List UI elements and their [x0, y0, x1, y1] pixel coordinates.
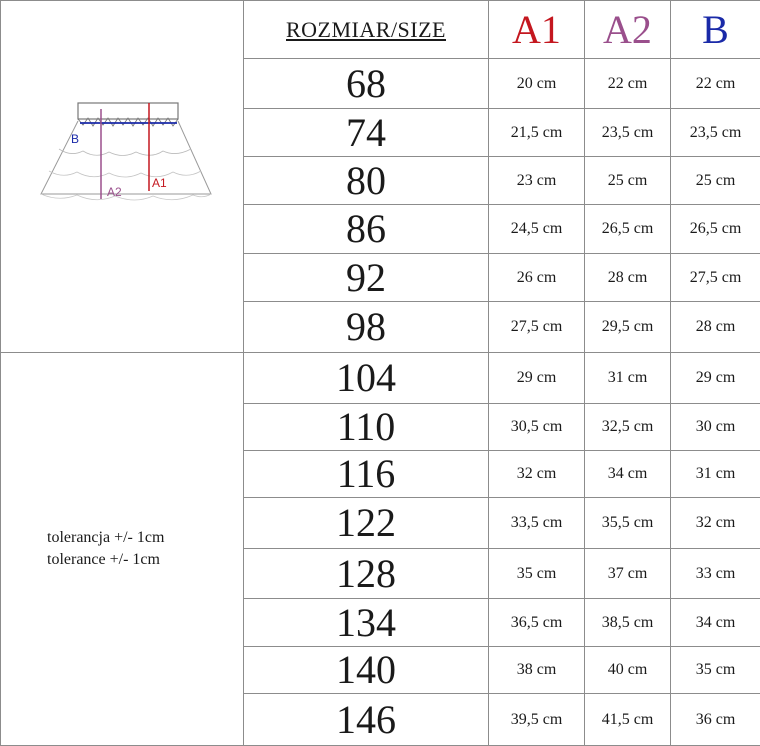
b-cell [671, 451, 760, 498]
a2-cell [585, 254, 671, 302]
a2-cell [585, 647, 671, 694]
b-cell [671, 404, 760, 451]
size-cell-value: 80 [346, 157, 386, 203]
a1-cell-value: 20 cm [516, 74, 557, 92]
a2-column-header [585, 1, 671, 59]
b-cell [671, 59, 760, 109]
size-cell [244, 353, 489, 404]
b-cell-value: 23,5 cm [689, 123, 742, 141]
size-cell-value: 104 [336, 355, 396, 400]
a2-cell [585, 549, 671, 599]
a2-cell [585, 302, 671, 353]
b-cell [671, 302, 760, 353]
a2-cell-value: 23,5 cm [601, 123, 654, 141]
tolerance-pl-text: tolerancja +/- 1cm [47, 529, 165, 546]
b-cell-value: 26,5 cm [689, 220, 742, 237]
b-cell-value: 34 cm [695, 613, 736, 631]
a1-cell [489, 451, 585, 498]
a1-cell-value: 39,5 cm [510, 710, 563, 728]
size-cell-value: 74 [346, 109, 386, 155]
a1-cell [489, 353, 585, 404]
b-cell [671, 205, 760, 254]
b-cell [671, 599, 760, 647]
a1-cell-value: 35 cm [516, 564, 557, 582]
a2-cell-value: 26,5 cm [601, 220, 654, 237]
skirt-outline [41, 121, 211, 194]
a2-cell [585, 59, 671, 109]
a1-cell [489, 404, 585, 451]
size-cell-value: 92 [346, 254, 386, 300]
a2-cell [585, 451, 671, 498]
b-cell [671, 109, 760, 157]
waistband-shape [78, 103, 178, 119]
size-cell-value: 116 [336, 451, 396, 496]
b-cell [671, 157, 760, 205]
a1-cell-value: 38 cm [516, 661, 557, 678]
a1-cell-value: 27,5 cm [510, 318, 563, 335]
b-cell [671, 353, 760, 404]
a2-cell-value: 37 cm [607, 564, 648, 582]
a2-cell-value: 32,5 cm [601, 418, 654, 435]
size-cell [244, 157, 489, 205]
size-cell-value: 146 [336, 696, 396, 742]
a1-cell [489, 694, 585, 746]
b-cell-value: 22 cm [695, 74, 736, 92]
a2-cell [585, 353, 671, 404]
size-header-label: ROZMIAR/SIZE [286, 16, 446, 42]
b-cell [671, 498, 760, 549]
b-header-label: B [702, 7, 729, 52]
a1-cell [489, 549, 585, 599]
a1-cell [489, 498, 585, 549]
b-cell-value: 36 cm [695, 710, 736, 728]
a2-cell-value: 22 cm [607, 74, 648, 92]
size-cell [244, 647, 489, 694]
size-cell-value: 110 [336, 404, 396, 449]
a2-cell [585, 404, 671, 451]
tolerance-en-text: tolerance +/- 1cm [47, 551, 160, 568]
size-cell [244, 59, 489, 109]
size-cell-value: 86 [346, 206, 386, 251]
b-diagram-label: B [71, 132, 80, 146]
a1-diagram-label: A1 [152, 176, 167, 190]
a2-cell [585, 498, 671, 549]
b-cell-value: 33 cm [695, 564, 736, 582]
b-cell-value: 27,5 cm [689, 268, 742, 286]
size-cell [244, 205, 489, 254]
size-cell-value: 134 [336, 599, 396, 645]
size-cell [244, 109, 489, 157]
skirt-diagram-cell [1, 1, 244, 353]
a2-cell-value: 34 cm [607, 465, 648, 482]
a2-cell-value: 35,5 cm [601, 514, 654, 531]
a1-cell-value: 36,5 cm [510, 613, 563, 631]
a1-cell [489, 599, 585, 647]
a2-header-label: A2 [603, 7, 652, 52]
size-cell-value: 122 [336, 500, 396, 545]
b-cell-value: 32 cm [695, 514, 736, 531]
size-cell [244, 302, 489, 353]
a1-column-header [489, 1, 585, 59]
a2-cell [585, 599, 671, 647]
a1-cell-value: 32 cm [516, 465, 557, 482]
b-cell [671, 647, 760, 694]
size-cell [244, 599, 489, 647]
a2-cell-value: 31 cm [607, 369, 648, 386]
a2-cell-value: 38,5 cm [601, 613, 654, 631]
size-cell [244, 404, 489, 451]
skirt-diagram [1, 99, 244, 249]
a2-cell [585, 157, 671, 205]
b-cell-value: 29 cm [695, 369, 736, 386]
size-cell [244, 549, 489, 599]
size-cell [244, 498, 489, 549]
a1-cell-value: 29 cm [516, 369, 557, 386]
size-cell [244, 451, 489, 498]
tolerance-cell [1, 353, 244, 746]
size-cell-value: 140 [336, 647, 396, 692]
header-row [1, 1, 760, 59]
a1-cell-value: 33,5 cm [510, 514, 563, 531]
b-column-header [671, 1, 760, 59]
b-cell-value: 25 cm [695, 171, 736, 189]
size-cell-value: 128 [336, 550, 396, 596]
b-cell [671, 549, 760, 599]
a2-diagram-label: A2 [107, 185, 122, 199]
b-cell-value: 28 cm [695, 318, 736, 335]
a1-cell [489, 59, 585, 109]
a1-cell-value: 23 cm [516, 171, 557, 189]
a2-cell [585, 109, 671, 157]
size-cell-value: 98 [346, 304, 386, 349]
a1-header-label: A1 [512, 7, 561, 52]
a1-cell-value: 21,5 cm [510, 123, 563, 141]
size-column-header [244, 1, 489, 59]
a1-cell-value: 24,5 cm [510, 220, 563, 237]
a2-cell [585, 205, 671, 254]
a2-cell-value: 29,5 cm [601, 318, 654, 335]
size-cell [244, 254, 489, 302]
a1-cell [489, 205, 585, 254]
b-cell [671, 694, 760, 746]
a1-cell [489, 302, 585, 353]
b-cell-value: 35 cm [695, 661, 736, 678]
size-row [1, 353, 760, 404]
a2-cell-value: 25 cm [607, 171, 648, 189]
b-cell-value: 30 cm [695, 418, 736, 435]
a1-cell [489, 109, 585, 157]
a1-cell-value: 26 cm [516, 268, 557, 286]
a2-cell-value: 40 cm [607, 661, 648, 678]
a1-cell-value: 30,5 cm [510, 418, 563, 435]
a2-cell-value: 28 cm [607, 268, 648, 286]
a2-cell-value: 41,5 cm [601, 710, 654, 728]
a1-cell [489, 647, 585, 694]
size-cell [244, 694, 489, 746]
a2-cell [585, 694, 671, 746]
a1-cell [489, 157, 585, 205]
b-cell-value: 31 cm [695, 465, 736, 482]
b-cell [671, 254, 760, 302]
size-cell-value: 68 [346, 60, 386, 106]
a1-cell [489, 254, 585, 302]
